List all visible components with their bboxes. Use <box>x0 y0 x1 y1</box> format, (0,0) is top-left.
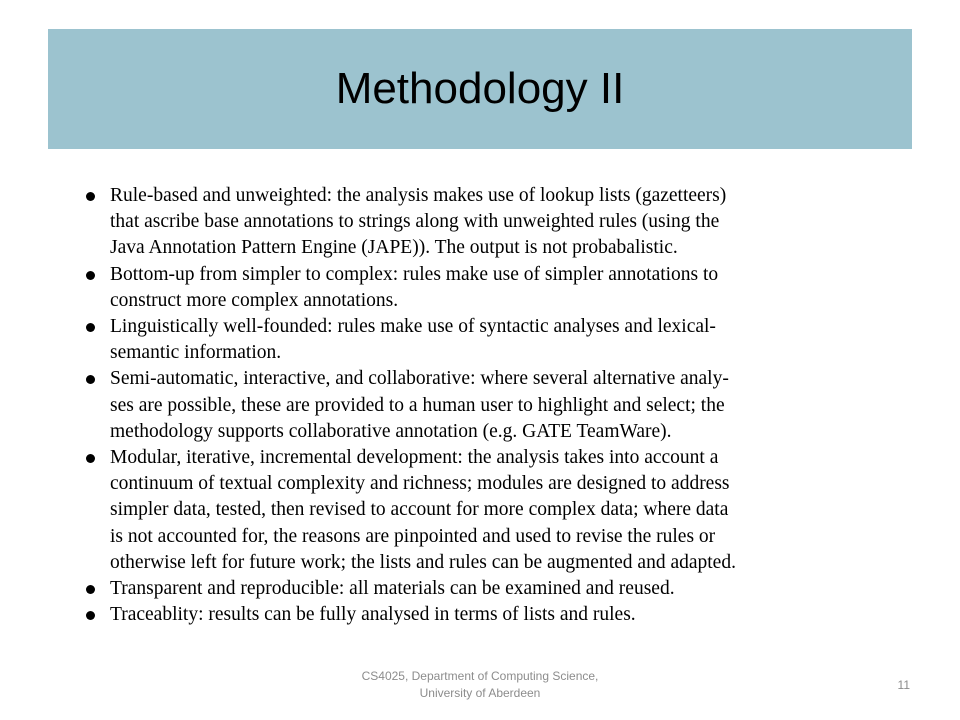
bullet-dot-icon <box>86 585 95 594</box>
bullet-dot-icon <box>86 192 95 201</box>
footer-source: CS4025, Department of Computing Science, University of Aberdeen <box>361 669 599 700</box>
bullet-text: Semi-automatic, interactive, and collaborative: where several alternative analy- ses are possible, these are provided to a human user to highlight and select; the methodology supports collaborative annotation (e.g. GATE TeamWare). <box>110 368 729 442</box>
bullet-list <box>84 183 874 628</box>
bullet-item <box>84 445 874 576</box>
bullet-item <box>84 602 874 628</box>
bullet-dot-icon <box>86 454 95 463</box>
bullet-item <box>84 314 874 366</box>
slide-title: Methodology II <box>335 64 625 113</box>
bullet-text: Transparent and reproducible: all materials can be examined and reused. <box>110 578 675 600</box>
bullet-dot-icon <box>86 375 95 384</box>
slide-number: 11 <box>897 678 910 692</box>
bullet-text: Modular, iterative, incremental development: the analysis takes into account a continuum of textual complexity and richness; modules are designed to address simpler data, tested, then revised to account for more complex data; where data is not accounted for, the reasons are pinpointed and used to revise the rules or otherwise left for future work; the lists and rules can be augmented and adapted. <box>110 447 736 573</box>
bullet-item <box>84 366 874 445</box>
bullet-text: Bottom-up from simpler to complex: rules make use of simpler annotations to construct more complex annotations. <box>110 263 719 311</box>
bullet-text: Traceablity: results can be fully analysed in terms of lists and rules. <box>110 604 636 626</box>
bullet-text: Rule-based and unweighted: the analysis makes use of lookup lists (gazetteers) that ascribe base annotations to strings along with unweighted rules (using the Java Annotation Pattern Engine (JAPE)). The output is not probabalistic. <box>110 185 727 259</box>
bullet-dot-icon <box>86 323 95 332</box>
bullet-item <box>84 262 874 314</box>
bullet-dot-icon <box>86 611 95 620</box>
bullet-item <box>84 183 874 262</box>
bullet-item <box>84 576 874 602</box>
bullet-dot-icon <box>86 271 95 280</box>
bullet-text: Linguistically well-founded: rules make use of syntactic analyses and lexical- semantic information. <box>110 316 716 364</box>
title-bar <box>48 29 912 149</box>
